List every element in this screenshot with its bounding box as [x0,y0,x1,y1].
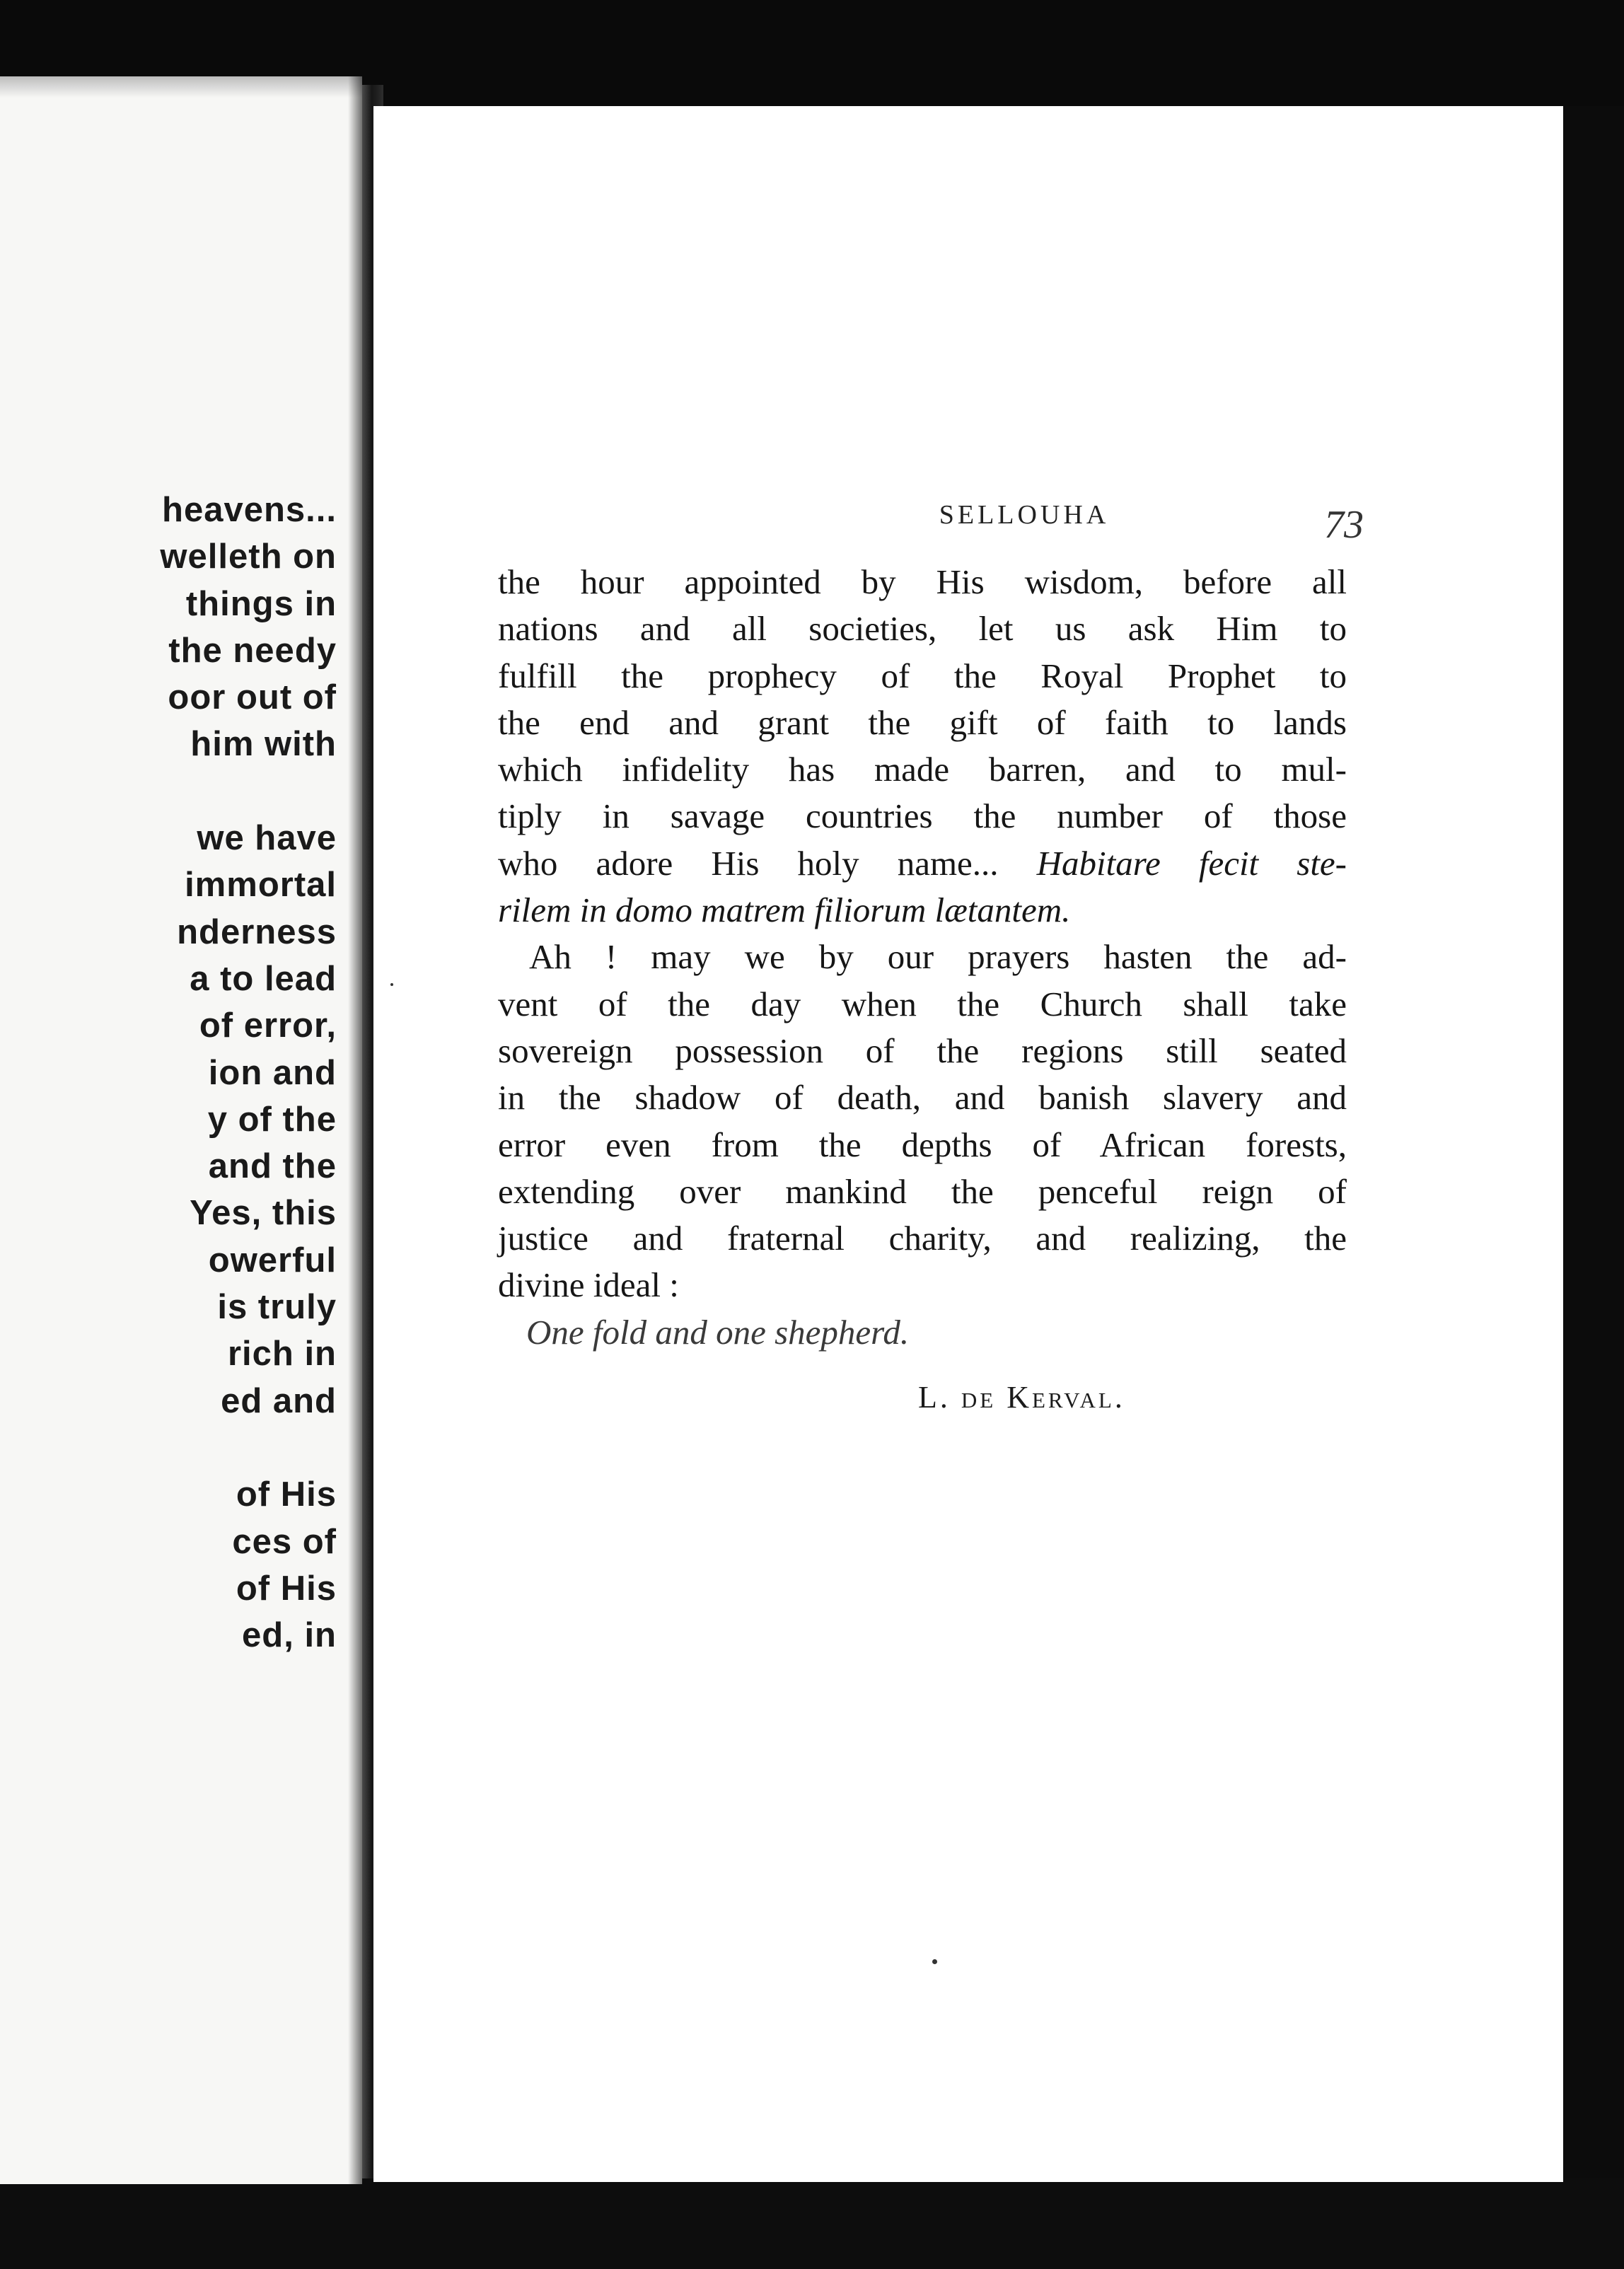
left-page-line: the needy [168,631,337,670]
text-line: justice and fraternal charity, and realizing, the [498,1219,1347,1258]
left-facing-page [0,76,362,2184]
scan-background-bottom [0,2178,1624,2269]
right-page [373,106,1563,2182]
left-page-line: him with [190,725,337,764]
left-page-line: of His [236,1475,337,1514]
print-speck [390,983,393,986]
left-page-line [0,1424,337,1471]
text-line: in the shadow of death, and banish slavery and [498,1078,1347,1118]
text-line: error even from the depths of African forests, [498,1125,1347,1164]
text-line: nations and all societies, let us ask Him to [498,609,1347,649]
left-page-line: ces of [232,1522,337,1561]
running-head: SELLOUHA [939,500,1110,530]
text-line: which infidelity has made barren, and to mul- [498,750,1347,789]
text-line: the hour appointed by His wisdom, before all [498,562,1347,601]
left-page-line: welleth on [160,538,337,576]
left-page-line: owerful [208,1241,337,1279]
left-page-line: a to lead [190,959,337,998]
text-line: fulfill the prophecy of the Royal Prophet to [498,656,1347,695]
left-page-line: and the [208,1147,337,1186]
left-page-line: rich in [227,1335,337,1374]
left-page-line: ed and [221,1381,337,1420]
text-line: tiply in savage countries the number of those [498,796,1347,836]
text-roman: who adore His holy name... [498,843,999,883]
left-page-gutter-shade [348,76,362,2184]
text-line: Ah ! may we by our prayers hasten the ad- [529,937,1347,977]
quote-line: One fold and one shepherd. [526,1312,910,1352]
text-line-mixed [498,840,1347,887]
text-line: divine ideal : [498,1265,679,1305]
left-page-line: we have [197,819,337,858]
left-page-line: ion and [208,1053,337,1092]
text-line: sovereign possession of the regions still seated [498,1031,1347,1070]
left-page-text-fragments [0,487,337,1659]
author-signature: L. de Kerval. [918,1380,1125,1415]
left-page-line: ed, in [242,1616,337,1655]
left-page-line: things in [185,584,337,623]
left-page-line: nderness [177,912,337,951]
latin-phrase: Habitare fecit ste- [1036,843,1347,883]
left-page-line: of error, [199,1006,337,1045]
left-page-line: Yes, this [190,1194,337,1233]
left-page-top-edge [0,76,362,98]
latin-quotation: rilem in domo matrem filiorum lætantem. [498,890,1071,930]
left-page-line: heavens... [162,491,337,529]
left-page-line: immortal [185,866,337,905]
left-page-line: of His [236,1569,337,1608]
page-number: 73 [1324,503,1364,547]
left-page-line: oor out of [168,678,337,717]
left-page-line: is truly [217,1288,337,1327]
print-speck [932,1959,937,1964]
text-line: extending over mankind the penceful reign of [498,1171,1347,1211]
text-line: vent of the day when the Church shall take [498,984,1347,1023]
text-line: the end and grant the gift of faith to lands [498,702,1347,742]
left-page-line [0,768,337,815]
body-text [498,559,1347,1356]
left-page-line: y of the [207,1100,337,1139]
